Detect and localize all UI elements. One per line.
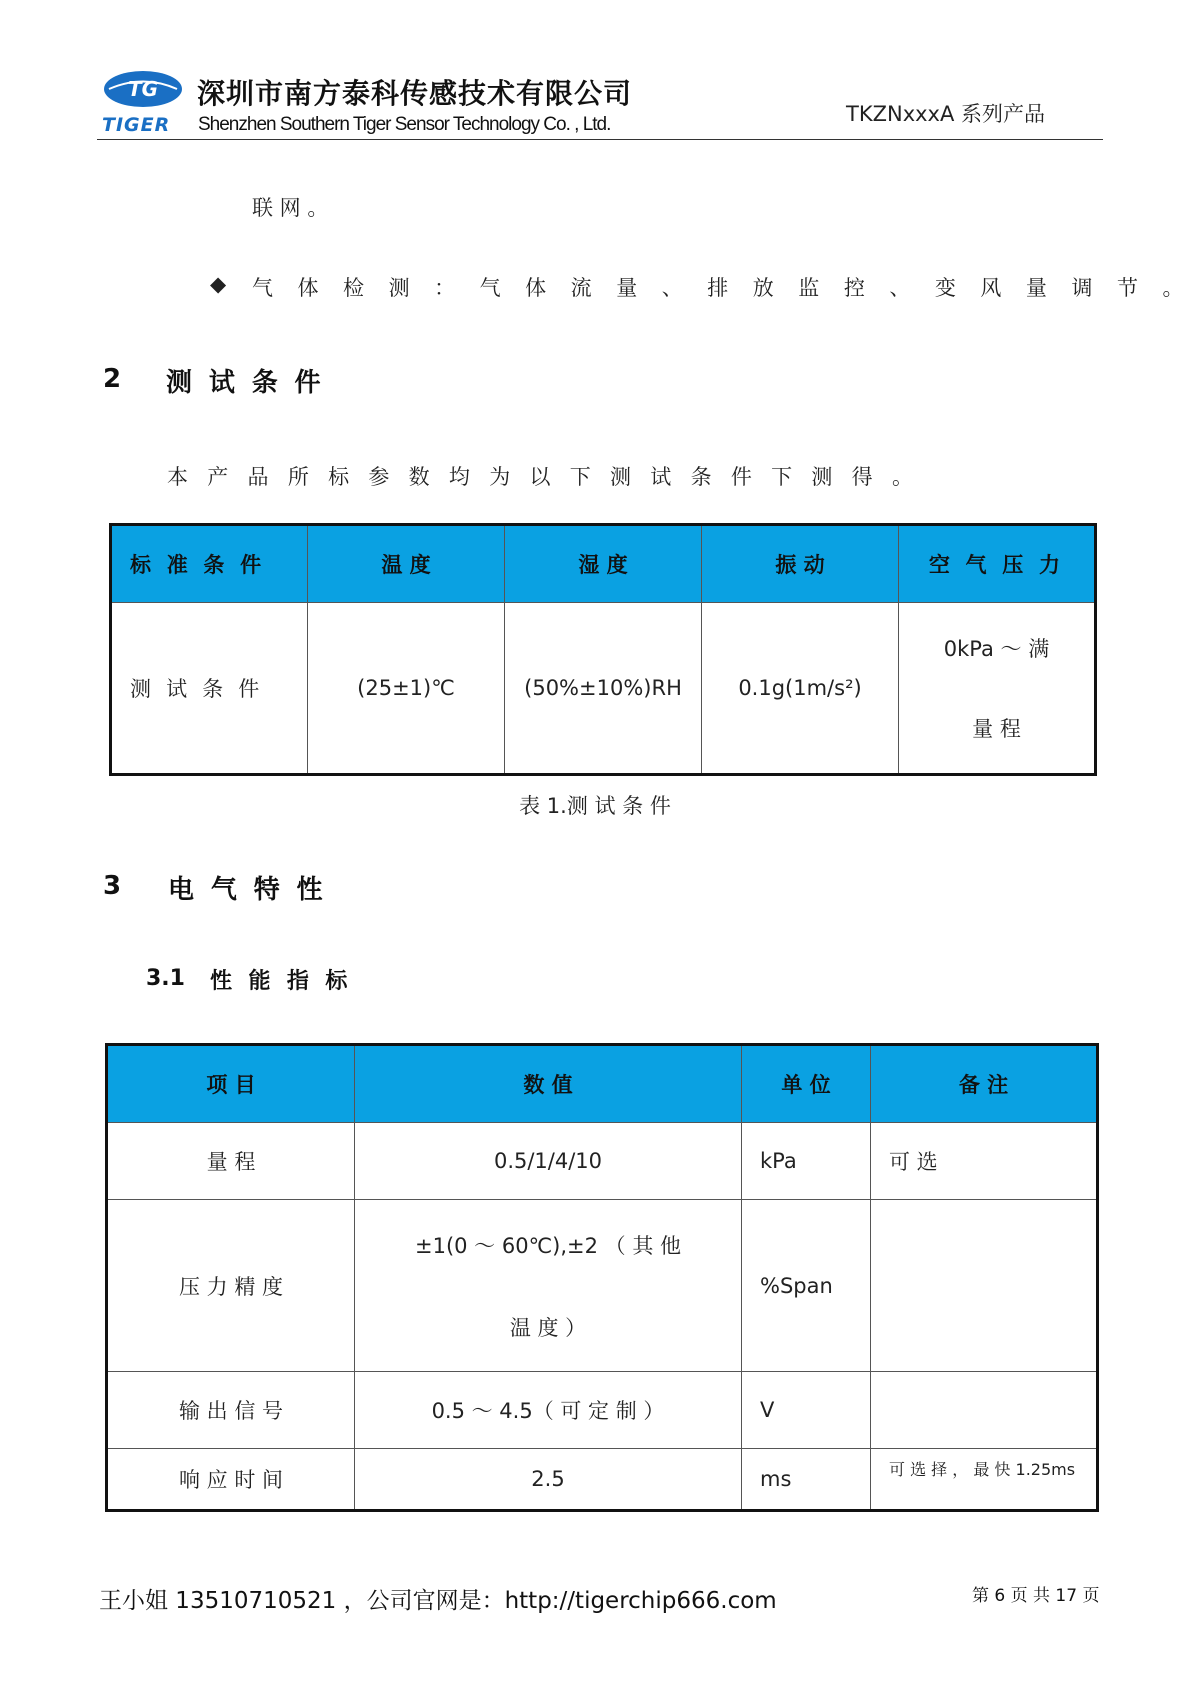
header-cell: 温 度 bbox=[308, 525, 505, 603]
pressure-line-2: 量 程 bbox=[972, 717, 1021, 741]
table-header-row bbox=[111, 525, 1096, 603]
unit-cell: kPa bbox=[742, 1123, 871, 1200]
item-cell: 输 出 信 号 bbox=[107, 1372, 355, 1449]
section-3-title: 电 气 特 性 bbox=[168, 875, 327, 905]
section-3-1-number: 3.1 bbox=[146, 966, 185, 991]
note-cell bbox=[871, 1200, 1098, 1372]
table-1-caption: 表 1.测 试 条 件 bbox=[519, 794, 671, 818]
value-line-1: ±1(0 ～ 60℃),±2 （ 其 他 bbox=[414, 1233, 682, 1258]
item-cell: 响 应 时 间 bbox=[107, 1449, 355, 1511]
section-3-number: 3 bbox=[103, 871, 122, 901]
bullet-icon: ◆ bbox=[210, 272, 227, 296]
logo-word: TIGER bbox=[102, 114, 171, 136]
performance-table bbox=[105, 1043, 1099, 1512]
pressure-line-1: 0kPa ～ 满 bbox=[943, 637, 1050, 661]
header-divider bbox=[97, 139, 1103, 140]
header-cell: 项 目 bbox=[107, 1045, 355, 1123]
humidity-value: (50%±10%)RH bbox=[505, 603, 702, 775]
header-cell: 空 气 压 力 bbox=[899, 525, 1096, 603]
header-cell: 湿 度 bbox=[505, 525, 702, 603]
section-2-text: 本 产 品 所 标 参 数 均 为 以 下 测 试 条 件 下 测 得 。 bbox=[167, 465, 920, 489]
company-name-cn: 深圳市南方泰科传感技术有限公司 bbox=[197, 77, 633, 110]
temperature-value: (25±1)℃ bbox=[308, 603, 505, 775]
table-row bbox=[107, 1200, 1098, 1372]
table-row bbox=[107, 1449, 1098, 1511]
section-3-1-title: 性 能 指 标 bbox=[210, 969, 352, 994]
value-cell: 0.5 ～ 4.5（ 可 定 制 ） bbox=[355, 1372, 742, 1449]
logo-letters: TG bbox=[127, 77, 159, 101]
intro-line-2: 气 体 检 测 ： 气 体 流 量 、 排 放 监 控 、 变 风 量 调 节 。 bbox=[252, 276, 1189, 300]
footer-contact: 王小姐 13510710521 ，公司官网是：http://tigerchip666.com bbox=[99, 1588, 777, 1614]
page-number: 第 6 页 共 17 页 bbox=[972, 1586, 1100, 1606]
value-cell bbox=[355, 1200, 742, 1372]
table-row bbox=[107, 1123, 1098, 1200]
note-cell bbox=[871, 1372, 1098, 1449]
header-cell: 单 位 bbox=[742, 1045, 871, 1123]
item-cell: 量 程 bbox=[107, 1123, 355, 1200]
unit-cell: %Span bbox=[742, 1200, 871, 1372]
header-cell: 振 动 bbox=[702, 525, 899, 603]
logo-oval-icon bbox=[103, 70, 183, 108]
row-label: 测 试 条 件 bbox=[111, 603, 308, 775]
note-cell: 可 选 bbox=[871, 1123, 1098, 1200]
item-cell: 压 力 精 度 bbox=[107, 1200, 355, 1372]
pressure-value bbox=[899, 603, 1096, 775]
intro-line-1: 联 网 。 bbox=[252, 196, 329, 220]
header-cell: 标 准 条 件 bbox=[111, 525, 308, 603]
company-name-en: Shenzhen Southern Tiger Sensor Technology Co. , Ltd. bbox=[198, 114, 611, 135]
vibration-value: 0.1g(1m/s²) bbox=[702, 603, 899, 775]
note-cell: 可 选 择 ， 最 快 1.25ms bbox=[871, 1449, 1098, 1511]
product-series: TKZNxxxA 系列产品 bbox=[846, 102, 1046, 126]
section-2-title: 测 试 条 件 bbox=[166, 368, 325, 398]
unit-cell: ms bbox=[742, 1449, 871, 1511]
value-cell: 2.5 bbox=[355, 1449, 742, 1511]
table-row bbox=[107, 1372, 1098, 1449]
value-line-2: 温 度 ） bbox=[509, 1315, 587, 1340]
table-header-row bbox=[107, 1045, 1098, 1123]
value-cell: 0.5/1/4/10 bbox=[355, 1123, 742, 1200]
test-conditions-table bbox=[109, 523, 1097, 776]
unit-cell: V bbox=[742, 1372, 871, 1449]
header-cell: 备 注 bbox=[871, 1045, 1098, 1123]
section-2-number: 2 bbox=[103, 364, 122, 394]
table-row bbox=[111, 603, 1096, 775]
header-cell: 数 值 bbox=[355, 1045, 742, 1123]
